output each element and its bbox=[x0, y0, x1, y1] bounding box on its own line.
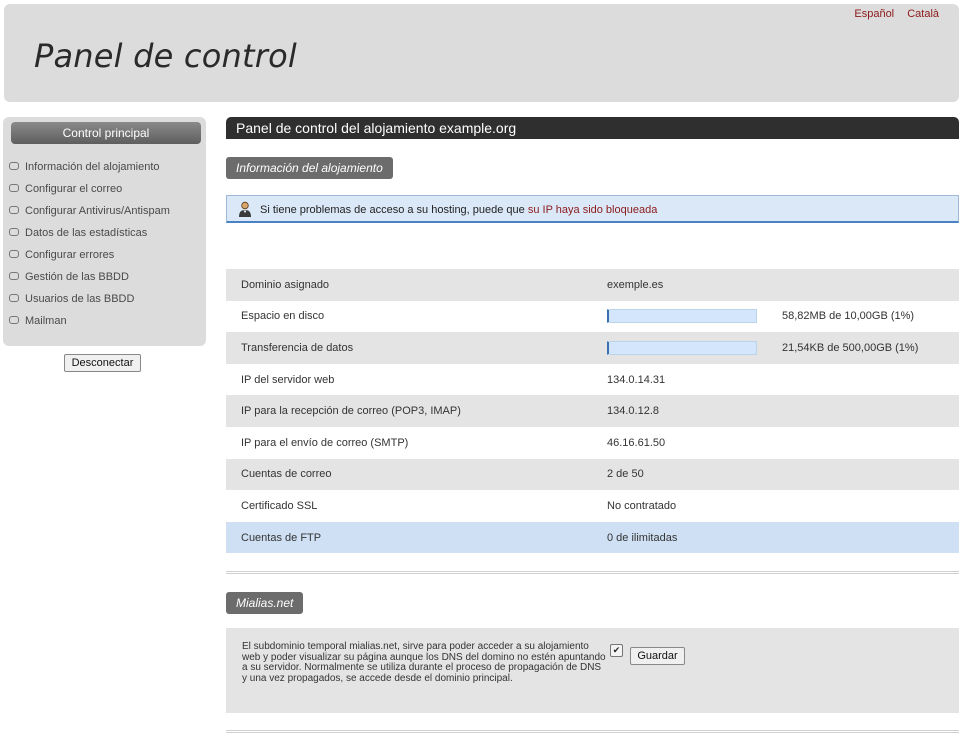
user-icon bbox=[238, 201, 252, 217]
usage-bar-cell bbox=[592, 332, 765, 364]
row-value: 46.16.61.50 bbox=[592, 427, 959, 459]
transfer-usage-fill bbox=[608, 342, 609, 354]
sidebar-item-label: Configurar Antivirus/Antispam bbox=[25, 205, 170, 217]
lang-link-catala[interactable]: Català bbox=[907, 8, 939, 20]
logout-button[interactable]: Desconectar bbox=[64, 354, 141, 372]
bullet-icon bbox=[9, 272, 19, 280]
disk-usage-bar bbox=[607, 309, 757, 323]
row-detail: 58,82MB de 10,00GB (1%) bbox=[765, 301, 959, 333]
page-title: Panel de control bbox=[34, 37, 297, 75]
table-row bbox=[226, 269, 959, 301]
row-value: No contratado bbox=[592, 490, 959, 522]
row-label: IP del servidor web bbox=[226, 364, 592, 396]
ip-block-notice bbox=[226, 195, 959, 223]
sidebar-item-mailman[interactable] bbox=[9, 310, 170, 332]
table-row bbox=[226, 395, 959, 427]
bullet-icon bbox=[9, 162, 19, 170]
save-button[interactable]: Guardar bbox=[630, 647, 685, 665]
main-title-bar: Panel de control del alojamiento example.org bbox=[226, 117, 959, 139]
row-label: Cuentas de correo bbox=[226, 459, 592, 491]
sidebar-item-db-users[interactable] bbox=[9, 288, 170, 310]
sidebar-item-label: Gestión de las BBDD bbox=[25, 271, 129, 283]
notice-text bbox=[260, 204, 657, 216]
row-label: Certificado SSL bbox=[226, 490, 592, 522]
sidebar-heading: Control principal bbox=[11, 122, 201, 144]
mialias-description: El subdominio temporal mialias.net, sirve para poder acceder a su alojamiento web y poder visualizar su página aunque los DNS del domino no estén apuntando a su servidor. Normalmente se utiliza durante el proceso de propagación de DNS y una vez propagados, se accede desde el dominio principal. bbox=[242, 641, 606, 684]
sidebar-item-label: Usuarios de las BBDD bbox=[25, 293, 135, 305]
notice-text-before: Si tiene problemas de acceso a su hosting, puede que bbox=[260, 204, 528, 216]
sidebar-item-label: Datos de las estadísticas bbox=[25, 227, 148, 239]
row-value: 134.0.14.31 bbox=[592, 364, 959, 396]
blocked-ip-link[interactable]: su IP haya sido bloqueada bbox=[527, 204, 658, 216]
bullet-icon bbox=[9, 228, 19, 236]
transfer-usage-bar bbox=[607, 341, 757, 355]
table-row bbox=[226, 301, 959, 333]
section-title-mialias: Mialias.net bbox=[226, 592, 303, 614]
page-header bbox=[4, 4, 959, 102]
table-row bbox=[226, 427, 959, 459]
bullet-icon bbox=[9, 294, 19, 302]
table-row bbox=[226, 490, 959, 522]
sidebar bbox=[3, 117, 206, 346]
row-label: Transferencia de datos bbox=[226, 332, 592, 364]
row-detail: 21,54KB de 500,00GB (1%) bbox=[765, 332, 959, 364]
row-value: exemple.es bbox=[592, 269, 959, 301]
section-divider bbox=[226, 730, 959, 733]
mialias-checkbox[interactable]: ✔ bbox=[610, 644, 623, 657]
row-label: IP para el envío de correo (SMTP) bbox=[226, 427, 592, 459]
disk-usage-fill bbox=[608, 310, 609, 322]
row-label: Cuentas de FTP bbox=[226, 522, 592, 554]
row-value: 134.0.12.8 bbox=[592, 395, 959, 427]
sidebar-item-label: Configurar errores bbox=[25, 249, 115, 261]
sidebar-item-antivirus[interactable] bbox=[9, 200, 170, 222]
usage-bar-cell bbox=[592, 301, 765, 333]
row-value: 2 de 50 bbox=[592, 459, 959, 491]
sidebar-item-stats[interactable] bbox=[9, 222, 170, 244]
table-row bbox=[226, 459, 959, 491]
section-title-info: Información del alojamiento bbox=[226, 157, 393, 179]
lang-link-espanol[interactable]: Español bbox=[854, 8, 895, 20]
sidebar-menu bbox=[9, 156, 170, 332]
sidebar-item-info[interactable] bbox=[9, 156, 170, 178]
table-row bbox=[226, 332, 959, 364]
bullet-icon bbox=[9, 206, 19, 214]
table-row bbox=[226, 522, 959, 554]
table-row bbox=[226, 364, 959, 396]
language-selector bbox=[844, 8, 939, 20]
row-label: Espacio en disco bbox=[226, 301, 592, 333]
sidebar-item-mail[interactable] bbox=[9, 178, 170, 200]
sidebar-item-label: Mailman bbox=[25, 315, 67, 327]
bullet-icon bbox=[9, 316, 19, 324]
sidebar-item-errors[interactable] bbox=[9, 244, 170, 266]
bullet-icon bbox=[9, 184, 19, 192]
section-divider bbox=[226, 571, 959, 574]
sidebar-item-label: Información del alojamiento bbox=[25, 161, 160, 173]
row-label: Dominio asignado bbox=[226, 269, 592, 301]
row-label: IP para la recepción de correo (POP3, IMAP) bbox=[226, 395, 592, 427]
sidebar-item-databases[interactable] bbox=[9, 266, 170, 288]
bullet-icon bbox=[9, 250, 19, 258]
hosting-info-table bbox=[226, 269, 959, 553]
mialias-panel bbox=[226, 628, 959, 713]
sidebar-item-label: Configurar el correo bbox=[25, 183, 123, 195]
row-value: 0 de ilimitadas bbox=[592, 522, 959, 554]
